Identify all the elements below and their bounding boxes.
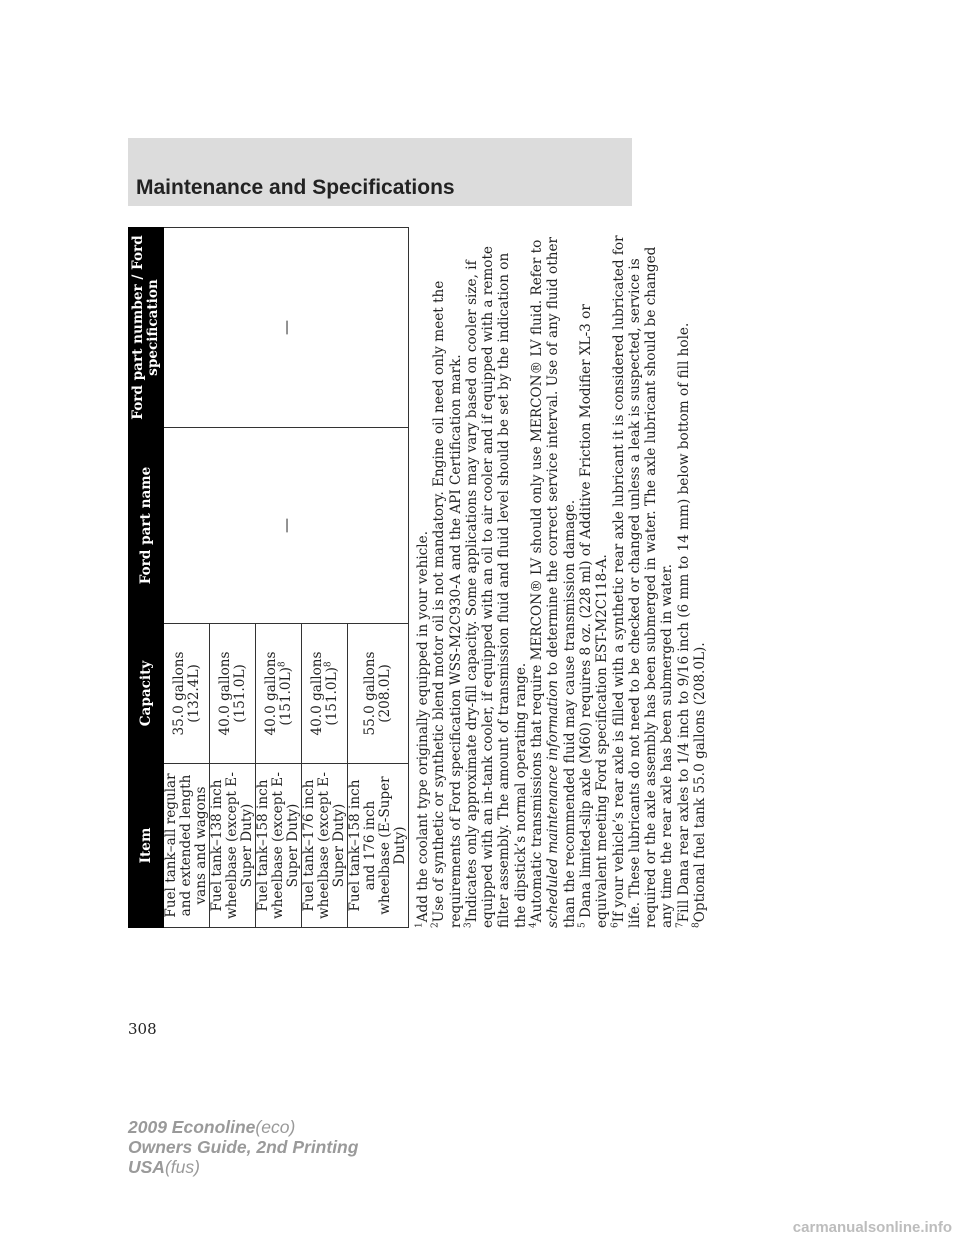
capacity-cell: 40.0 gallons $(151.0L)^8$ xyxy=(256,624,302,764)
capacity-cell: 40.0 gallons $(151.0L)^8$ xyxy=(302,624,348,764)
item-cell: Fuel tank–158 inch wheelbase (except E-Super Duty) xyxy=(256,764,302,928)
footnote: $^7$Fill Dana rear axles to 1/4 inch to 9/16 inch (6 mm to 14 mm) below bottom of fill hole. xyxy=(675,322,692,928)
footnote: $^1$Add the coolant type originally equipped in your vehicle. xyxy=(414,530,431,928)
capacity-cell: 55.0 gallons (208.0L) xyxy=(348,624,409,764)
capacity-cell: 40.0 gallons (151.0L) xyxy=(210,624,256,764)
watermark: carmanualsonline.info xyxy=(792,1219,952,1236)
column-header-part-name: Ford part name xyxy=(129,428,164,624)
column-header-part-number: Ford part number / Ford specification xyxy=(129,228,164,428)
document-footer: 2009 Econoline(eco) Owners Guide, 2nd Printing USA(fus) xyxy=(128,1117,359,1177)
part-name-cell: — xyxy=(164,428,409,624)
scheduled-maintenance-reference: scheduled maintenance information xyxy=(545,679,562,928)
item-cell: Fuel tank–176 inch wheelbase (except E-Super Duty) xyxy=(302,764,348,928)
page-number: 308 xyxy=(128,1020,157,1038)
footnote: $^6$If your vehicle’s rear axle is filled with a synthetic rear axle lubricant it is considered lubricated for life. These lubricants do not need to be checked or changed unless a leak is suspected, service is required or the axle assembly has been submerged in water. The axle lubricant should be changed any time the rear axle has been submerged in water. xyxy=(610,235,676,928)
page-title: Maintenance and Specifications xyxy=(136,176,455,199)
item-cell: Fuel tank–all regular and extended length vans and wagons xyxy=(164,764,210,928)
column-header-capacity: Capacity xyxy=(129,624,164,764)
item-cell: Fuel tank–138 inch wheelbase (except E-Super Duty) xyxy=(210,764,256,928)
rotated-content xyxy=(128,228,709,928)
footnotes xyxy=(415,228,708,928)
footnote: $^8$Optional fuel tank 55.0 gallons (208.0L). xyxy=(691,642,709,928)
footnote: $^2$Use of synthetic or synthetic blend motor oil is not mandatory. Engine oil need only meet the requirements of Ford specification WSS-M2C930-A and the API Certification mark. xyxy=(430,280,464,928)
part-number-cell: — xyxy=(164,228,409,428)
table-header-row xyxy=(129,228,164,928)
capacity-cell: 35.0 gallons (132.4L) xyxy=(164,624,210,764)
footnote: $^4$Automatic transmissions that require MERCON® LV should only use MERCON® LV fluid. Refer to scheduled maintenance information to determine the correct service interval. Use of any fluid other than the recommended fluid may cause transmission damage. xyxy=(528,237,578,928)
table-row xyxy=(164,228,210,928)
footnote: $^5$ Dana limited-slip axle (M60) requires 8 oz. (228 ml) of Additive Friction Modifier XL-3 or equivalent meeting Ford specification EST-M2C118-A. xyxy=(577,304,611,928)
column-header-item: Item xyxy=(129,764,164,928)
capacity-table xyxy=(128,227,409,928)
footnote: $^3$Indicates only approximate dry-fill capacity. Some applications may vary based on cooler size, if equipped with an in-tank cooler, if equipped with an oil to air cooler and if equipped with a remote filter assembly. The amount of transmission fluid and fluid level should be set by the indication on the dipstick’s normal operating range. xyxy=(463,246,529,928)
item-cell: Fuel tank–158 inch and 176 inch wheelbase (E-Super Duty) xyxy=(348,764,409,928)
